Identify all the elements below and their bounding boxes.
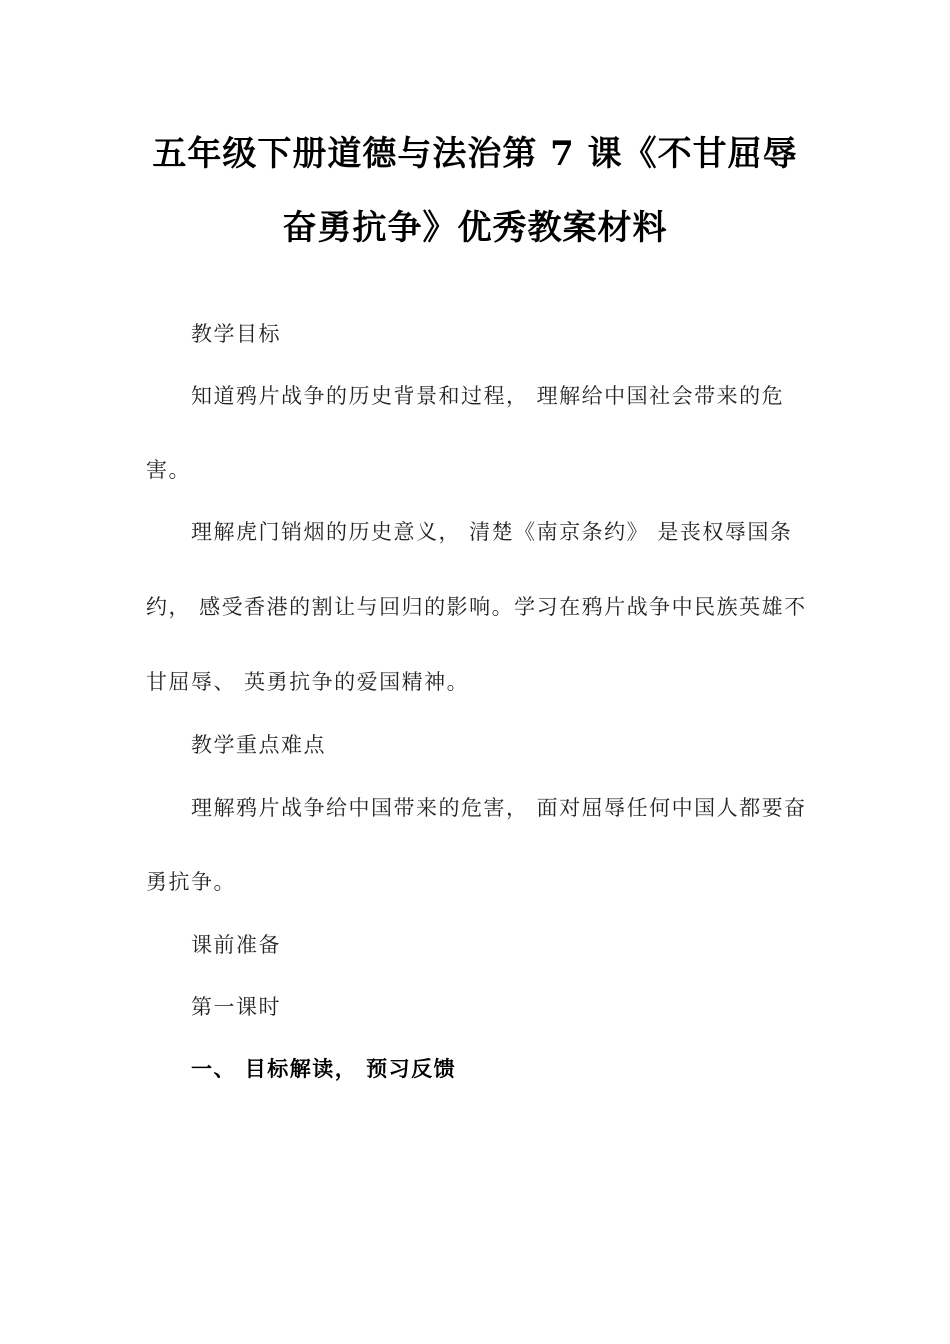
paragraph-line: 约， 感受香港的割让与回归的影响。学习在鸦片战争中民族英雄不	[146, 595, 807, 619]
paragraph-line: 知道鸦片战争的历史背景和过程， 理解给中国社会带来的危	[191, 384, 785, 408]
section-heading-goal-interpretation: 一、 目标解读， 预习反馈	[191, 1057, 457, 1081]
paragraph-line: 理解虎门销烟的历史意义， 清楚《南京条约》 是丧权辱国条	[191, 520, 793, 544]
section-heading-first-lesson: 第一课时	[191, 995, 281, 1019]
paragraph-line: 害。	[146, 458, 191, 482]
section-heading-preparation: 课前准备	[191, 933, 281, 957]
document-title-line-1: 五年级下册道德与法治第 7 课《不甘屈辱	[152, 134, 798, 174]
paragraph-line: 甘屈辱、 英勇抗争的爱国精神。	[146, 670, 470, 694]
section-heading-key-points: 教学重点难点	[191, 733, 326, 757]
paragraph-line: 勇抗争。	[146, 870, 236, 894]
document-title-line-2: 奋勇抗争》优秀教案材料	[282, 208, 668, 248]
section-heading-teaching-goals: 教学目标	[191, 322, 281, 346]
paragraph-line: 理解鸦片战争给中国带来的危害， 面对屈辱任何中国人都要奋	[191, 796, 807, 820]
